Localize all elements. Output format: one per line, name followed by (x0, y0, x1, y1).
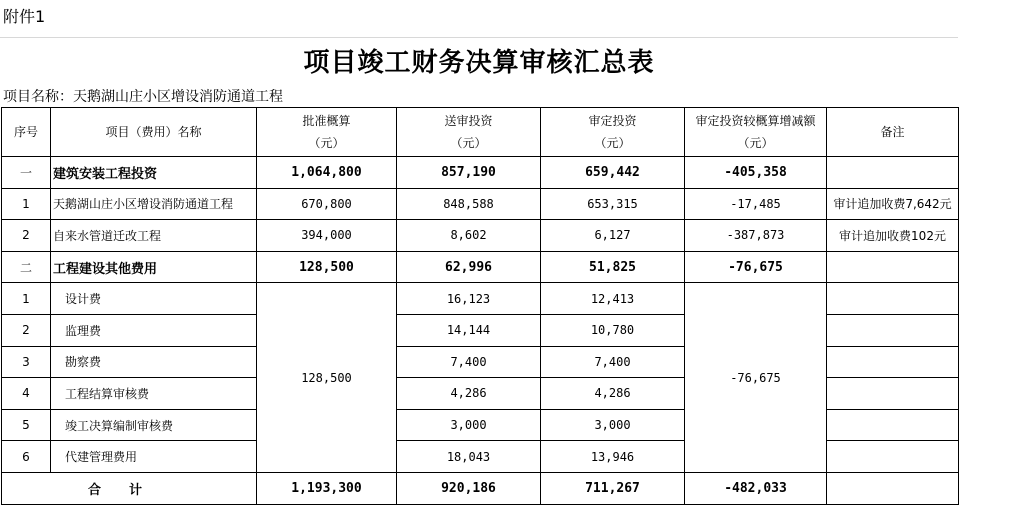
row-name: 设计费 (51, 283, 257, 315)
row-submitted: 848,588 (397, 188, 541, 220)
row-seq: 2 (2, 220, 51, 252)
header-row (2, 108, 959, 157)
row-submitted: 3,000 (397, 409, 541, 441)
total-note (827, 472, 959, 504)
table-row (2, 283, 959, 315)
total-label-text: 合计 (87, 482, 170, 498)
row-seq: 3 (2, 346, 51, 378)
section-row-2 (2, 251, 959, 283)
total-approved: 1,193,300 (257, 472, 397, 504)
row-note (827, 314, 959, 346)
total-submitted: 920,186 (397, 472, 541, 504)
project-name: 项目名称：天鹅湖山庄小区增设消防通道工程 (3, 89, 283, 105)
row-name: 代建管理费用 (51, 441, 257, 473)
header-submitted-label: 送审投资 (444, 114, 493, 128)
total-audited: 711,267 (541, 472, 685, 504)
row-audited: 4,286 (541, 378, 685, 410)
row-name: 自来水管道迁改工程 (51, 220, 257, 252)
row-note (827, 283, 959, 315)
row-note (827, 409, 959, 441)
section-diff: -76,675 (685, 251, 827, 283)
row-seq: 5 (2, 409, 51, 441)
header-approved (257, 108, 397, 157)
row-name: 工程结算审核费 (51, 378, 257, 410)
top-divider (0, 37, 958, 38)
merged-approved: 128,500 (257, 283, 397, 473)
header-submitted (397, 108, 541, 157)
row-submitted: 14,144 (397, 314, 541, 346)
row-audited: 653,315 (541, 188, 685, 220)
header-note: 备注 (827, 108, 959, 157)
row-audited: 10,780 (541, 314, 685, 346)
row-name: 勘察费 (51, 346, 257, 378)
row-seq: 6 (2, 441, 51, 473)
header-diff-label: 审定投资较概算增减额 (695, 114, 816, 128)
section-row-1 (2, 157, 959, 189)
total-diff: -482,033 (685, 472, 827, 504)
row-submitted: 7,400 (397, 346, 541, 378)
header-audited-unit: （元） (594, 136, 631, 150)
header-submitted-unit: （元） (450, 136, 487, 150)
row-audited: 6,127 (541, 220, 685, 252)
section-approved: 1,064,800 (257, 157, 397, 189)
merged-diff: -76,675 (685, 283, 827, 473)
row-submitted: 16,123 (397, 283, 541, 315)
section-name: 工程建设其他费用 (51, 251, 257, 283)
row-note: 审计追加收费7,642元 (827, 188, 959, 220)
row-seq: 2 (2, 314, 51, 346)
section-submitted: 62,996 (397, 251, 541, 283)
row-audited: 12,413 (541, 283, 685, 315)
row-audited: 7,400 (541, 346, 685, 378)
row-submitted: 8,602 (397, 220, 541, 252)
table-row (2, 220, 959, 252)
header-seq: 序号 (2, 108, 51, 157)
section-note (827, 157, 959, 189)
header-approved-label: 批准概算 (302, 114, 351, 128)
section-approved: 128,500 (257, 251, 397, 283)
section-diff: -405,358 (685, 157, 827, 189)
row-seq: 1 (2, 188, 51, 220)
row-note (827, 441, 959, 473)
section-audited: 51,825 (541, 251, 685, 283)
row-name: 天鹅湖山庄小区增设消防通道工程 (51, 188, 257, 220)
row-note (827, 378, 959, 410)
table-row (2, 188, 959, 220)
row-diff: -387,873 (685, 220, 827, 252)
row-name: 监理费 (51, 314, 257, 346)
row-approved: 394,000 (257, 220, 397, 252)
header-diff (685, 108, 827, 157)
row-seq: 1 (2, 283, 51, 315)
total-label (2, 472, 257, 504)
attachment-label: 附件1 (3, 7, 46, 26)
row-note: 审计追加收费102元 (827, 220, 959, 252)
row-submitted: 4,286 (397, 378, 541, 410)
header-diff-unit: （元） (737, 136, 774, 150)
row-approved: 670,800 (257, 188, 397, 220)
section-name: 建筑安装工程投资 (51, 157, 257, 189)
total-row (2, 472, 959, 504)
header-audited (541, 108, 685, 157)
row-audited: 3,000 (541, 409, 685, 441)
section-seq: 一 (2, 157, 51, 189)
row-submitted: 18,043 (397, 441, 541, 473)
header-approved-unit: （元） (308, 136, 345, 150)
row-note (827, 346, 959, 378)
row-seq: 4 (2, 378, 51, 410)
section-note (827, 251, 959, 283)
row-name: 竣工决算编制审核费 (51, 409, 257, 441)
section-audited: 659,442 (541, 157, 685, 189)
row-audited: 13,946 (541, 441, 685, 473)
section-seq: 二 (2, 251, 51, 283)
header-item: 项目（费用）名称 (51, 108, 257, 157)
row-diff: -17,485 (685, 188, 827, 220)
page-title: 项目竣工财务决算审核汇总表 (303, 48, 655, 78)
header-audited-label: 审定投资 (588, 114, 637, 128)
summary-table (1, 107, 959, 505)
section-submitted: 857,190 (397, 157, 541, 189)
